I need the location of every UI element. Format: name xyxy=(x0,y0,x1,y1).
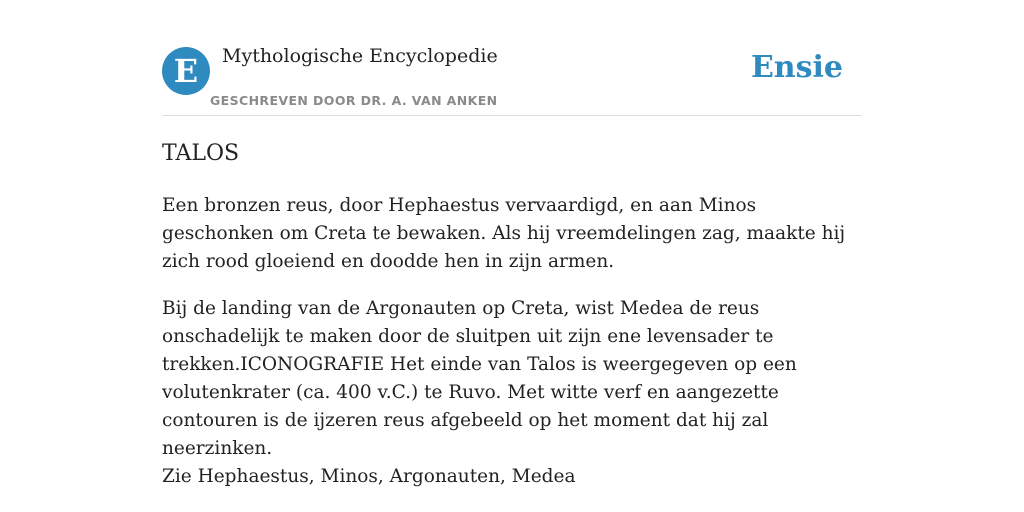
paragraph: Een bronzen reus, door Hephaestus vervaardigd, en aan Minos geschonken om Creta te bewaken. Als hij vreemdelingen zag, maakte hij zich rood gloeiend en doodde hen in zijn armen. xyxy=(162,195,846,272)
article-title: TALOS xyxy=(162,141,240,166)
paragraph: Bij de landing van de Argonauten op Creta, wist Medea de reus onschadelijk te maken door de sluitpen uit zijn ene levensader te trekken.ICONOGRAFIE Het einde van Talos is weergegeven op een volutenkrater (ca. 400 v.C.) te Ruvo. Met witte verf en aangezette contouren is de ijzeren reus afgebeeld op het moment dat hij zal neerzinken. xyxy=(162,298,797,459)
source-title[interactable]: Mythologische Encyclopedie xyxy=(222,45,498,67)
article-body xyxy=(162,192,862,482)
see-also-line: Zie Hephaestus, Minos, Argonauten, Medea xyxy=(162,466,576,487)
brand-logo[interactable]: Ensie xyxy=(750,50,843,85)
encyclopedia-logo[interactable]: E xyxy=(162,47,210,95)
header-divider xyxy=(162,115,862,116)
author-line: GESCHREVEN DOOR DR. A. VAN ANKEN xyxy=(210,93,498,108)
